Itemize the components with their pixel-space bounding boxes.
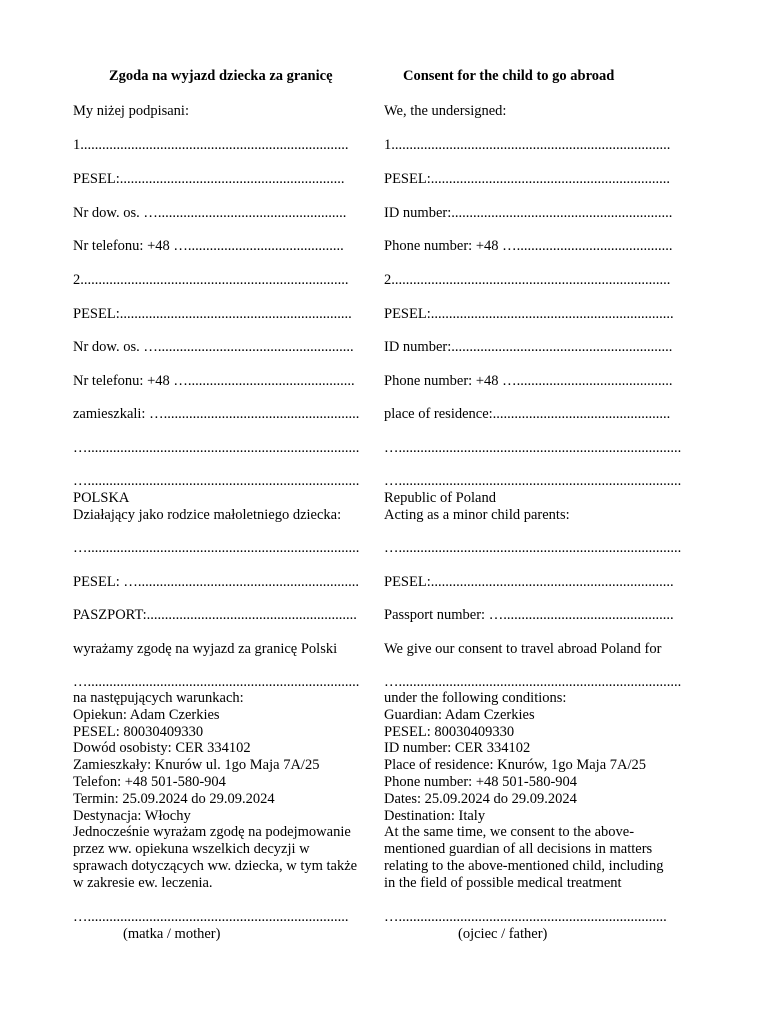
condition-line: Jednocześnie wyrażam zgodę na podejmowanie: [73, 824, 351, 841]
condition-line: relating to the above-mentioned child, including: [384, 857, 664, 874]
condition-line: Place of residence: Knurów, 1go Maja 7A/25: [384, 757, 646, 774]
residence-line-3: …...........................................................................: [73, 473, 360, 489]
condition-line: Guardian: Adam Czerkies: [384, 706, 535, 723]
parent1-id-line: Nr dow. os. …....................................................: [73, 205, 347, 221]
father-signature-line: …..........................................................................: [384, 909, 667, 925]
country-text: Republic of Poland: [384, 490, 496, 506]
child-passport-line: PASZPORT:..........................................................: [73, 607, 357, 623]
parent1-phone-line: Phone number: +48 …...........................................: [384, 238, 673, 254]
residence-line-2: …...........................................................................: [73, 440, 360, 456]
parent1-pesel-line: PESEL:..............................................................: [73, 171, 345, 187]
consent-statement: wyrażamy zgodę na wyjazd za granicę Polski: [73, 641, 338, 657]
condition-line: PESEL: 80030409330: [73, 723, 204, 740]
child-pesel-line: PESEL:...................................................................: [384, 574, 674, 590]
parent2-phone-line: Phone number: +48 …...........................................: [384, 373, 673, 389]
parent1-name-line: 1.............................................................................: [384, 137, 671, 153]
parent2-pesel-line: PESEL:...................................................................: [384, 306, 674, 322]
consent-statement: We give our consent to travel abroad Poland for: [384, 641, 662, 657]
parent2-name-line: 2.............................................................................: [384, 272, 671, 288]
parent2-id-line: ID number:.............................................................: [384, 339, 673, 355]
english-intro: We, the undersigned:: [384, 103, 507, 119]
parent2-phone-line: Nr telefonu: +48 …..............................................: [73, 373, 355, 389]
condition-line: Destynacja: Włochy: [73, 807, 191, 824]
parent1-pesel-line: PESEL:..................................................................: [384, 171, 670, 187]
parent2-id-line: Nr dow. os. …......................................................: [73, 339, 354, 355]
condition-line: Dowód osobisty: CER 334102: [73, 740, 251, 757]
conditions-block: [73, 690, 357, 892]
acting-as-parents-text: Działający jako rodzice małoletniego dziecka:: [73, 507, 342, 523]
condition-line: Destination: Italy: [384, 807, 486, 824]
parent2-pesel-line: PESEL:................................................................: [73, 306, 352, 322]
child-name-line: …...........................................................................: [73, 540, 360, 556]
condition-line: sprawach dotyczących ww. dziecka, w tym także: [73, 857, 358, 874]
child-pesel-line: PESEL: ….............................................................: [73, 574, 359, 590]
child-name-line: …..............................................................................: [384, 540, 682, 556]
residence-line-3: …..............................................................................: [384, 473, 682, 489]
condition-line: under the following conditions:: [384, 690, 567, 706]
condition-line: na następujących warunkach:: [73, 690, 244, 706]
conditions-block: [384, 690, 663, 892]
residence-line: place of residence:.................................................: [384, 406, 671, 422]
parent1-name-line: 1..........................................................................: [73, 137, 349, 153]
condition-line: Phone number: +48 501-580-904: [384, 773, 578, 790]
parent2-name-line: 2..........................................................................: [73, 272, 349, 288]
condition-line: w zakresie ew. leczenia.: [73, 874, 213, 891]
condition-line: mentioned guardian of all decisions in matters: [384, 841, 653, 858]
condition-line: Opiekun: Adam Czerkies: [73, 706, 220, 723]
condition-line: Termin: 25.09.2024 do 29.09.2024: [73, 790, 275, 807]
parent1-id-line: ID number:.............................................................: [384, 205, 673, 221]
parent1-phone-line: Nr telefonu: +48 …...........................................: [73, 238, 344, 254]
polish-title: Zgoda na wyjazd dziecka za granicę: [109, 68, 333, 84]
residence-line: zamieszkali: …......................................................: [73, 406, 360, 422]
english-title: Consent for the child to go abroad: [403, 68, 615, 84]
father-signature-label: (ojciec / father): [458, 926, 548, 942]
consent-destination-line: …..............................................................................: [384, 674, 682, 690]
polish-intro: My niżej podpisani:: [73, 103, 189, 119]
condition-line: At the same time, we consent to the above-: [384, 824, 635, 841]
residence-line-2: …..............................................................................: [384, 440, 682, 456]
mother-signature-line: …........................................................................: [73, 909, 349, 925]
condition-line: Zamieszkały: Knurów ul. 1go Maja 7A/25: [73, 757, 320, 774]
consent-destination-line: …...........................................................................: [73, 674, 360, 690]
condition-line: przez ww. opiekuna wszelkich decyzji w: [73, 841, 310, 858]
child-passport-line: Passport number: …...............................................: [384, 607, 674, 623]
condition-line: Dates: 25.09.2024 do 29.09.2024: [384, 790, 577, 807]
country-text: POLSKA: [73, 490, 130, 506]
condition-line: ID number: CER 334102: [384, 740, 531, 757]
condition-line: PESEL: 80030409330: [384, 723, 515, 740]
condition-line: Telefon: +48 501-580-904: [73, 773, 226, 790]
acting-as-parents-text: Acting as a minor child parents:: [384, 507, 570, 523]
mother-signature-label: (matka / mother): [123, 926, 221, 942]
condition-line: in the field of possible medical treatment: [384, 874, 622, 891]
